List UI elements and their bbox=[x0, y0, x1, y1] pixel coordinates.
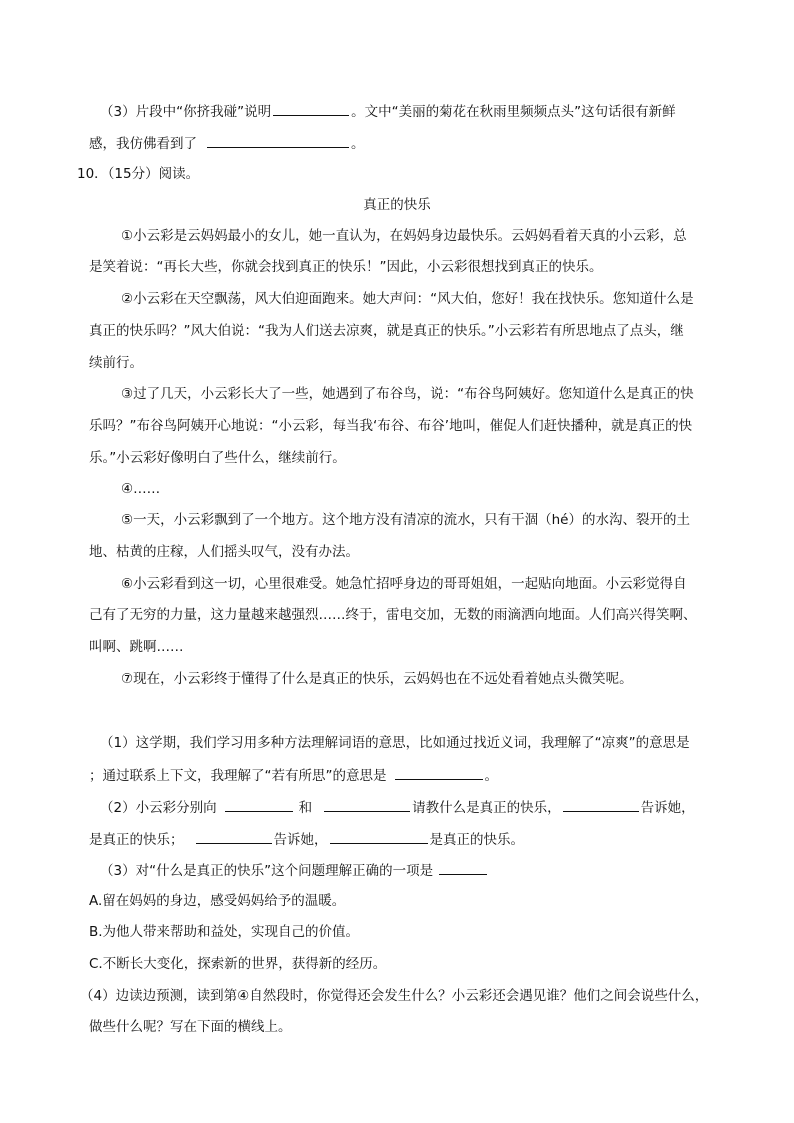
passage-line: 地、枯黄的庄稼，人们摇头叹气，没有办法。 bbox=[89, 544, 359, 560]
passage-line: 续前行。 bbox=[89, 355, 143, 371]
answer-blank[interactable] bbox=[273, 101, 349, 116]
subquestion-3 bbox=[100, 860, 489, 880]
q9-part3-text-d: 。 bbox=[351, 136, 365, 152]
subquestion-2-text: 是真正的快乐； bbox=[89, 832, 184, 848]
subquestion-4-line2: 做些什么呢？写在下面的横线上。 bbox=[89, 1019, 292, 1035]
answer-blank[interactable] bbox=[196, 829, 272, 844]
option-a[interactable]: A.留在妈妈的身边，感受妈妈给予的温暖。 bbox=[89, 893, 346, 909]
q9-part3-line2 bbox=[89, 133, 365, 153]
subquestion-3-stem: （3）对“什么是真正的快乐”这个问题理解正确的一项是 bbox=[100, 863, 434, 879]
passage-line: ⑤一天，小云彩飘到了一个地方。这个地方没有清凉的流水，只有干涸（hé）的水沟、裂开的土 bbox=[121, 512, 690, 528]
answer-blank[interactable] bbox=[563, 797, 639, 812]
passage-line: ①小云彩是云妈妈最小的女儿，她一直认为，在妈妈身边最快乐。云妈妈看着天真的小云彩，总 bbox=[121, 228, 687, 244]
subquestion-2-text: 告诉她， bbox=[640, 800, 695, 816]
option-c[interactable]: C.不断长大变化，探索新的世界，获得新的经历。 bbox=[89, 956, 387, 972]
answer-blank[interactable] bbox=[330, 829, 428, 844]
subquestion-4: （4）边读边预测，读到第④自然段时，你觉得还会发生什么？小云彩还会遇见谁？他们之间会说些什么， bbox=[80, 988, 709, 1004]
passage-line: 真正的快乐吗？”风大伯说：“我为人们送去凉爽，就是真正的快乐。”小云彩若有所思地点了点头，继 bbox=[89, 323, 684, 339]
q9-part3-text-a: （3）片段中“你挤我碰”说明 bbox=[100, 104, 272, 120]
answer-blank[interactable] bbox=[395, 765, 483, 780]
answer-blank[interactable] bbox=[439, 860, 487, 875]
answer-blank[interactable] bbox=[225, 797, 293, 812]
subquestion-2-text: 是真正的快乐。 bbox=[429, 832, 524, 848]
passage-line: ②小云彩在天空飘荡，风大伯迎面跑来。她大声问：“风大伯，您好！我在找快乐。您知道什么是 bbox=[121, 291, 694, 307]
subquestion-2-line2 bbox=[89, 829, 524, 849]
answer-blank[interactable] bbox=[324, 797, 410, 812]
q9-part3-line1 bbox=[100, 101, 676, 121]
passage-line: 己有了无穷的力量，这力量越来越强烈……终于，雷电交加，无数的雨滴洒向地面。人们高兴得笑啊、 bbox=[89, 607, 697, 623]
subquestion-1-text: ；通过联系上下文，我理解了“若有所思”的意思是 bbox=[89, 768, 387, 784]
passage-line: ④…… bbox=[121, 481, 161, 497]
passage-line: 乐。”小云彩好像明白了些什么，继续前行。 bbox=[89, 450, 346, 466]
subquestion-2-text: （2）小云彩分别向 bbox=[100, 800, 217, 816]
subquestion-1: （1）这学期，我们学习用多种方法理解词语的意思，比如通过找近义词，我理解了“凉爽”的意思是 bbox=[100, 735, 690, 751]
q9-part3-text-c: 感，我仿佛看到了 bbox=[89, 136, 197, 152]
subquestion-1-line2 bbox=[89, 765, 498, 785]
question-header: 10．（15分）阅读。 bbox=[77, 166, 200, 182]
passage-line: 是笑着说：“再长大些，你就会找到真正的快乐！”因此，小云彩很想找到真正的快乐。 bbox=[89, 259, 603, 275]
subquestion-2 bbox=[100, 797, 695, 817]
subquestion-2-text: 请教什么是真正的快乐， bbox=[412, 800, 561, 816]
passage-line: 叫啊、跳啊…… bbox=[89, 639, 184, 655]
passage-title: 真正的快乐 bbox=[363, 197, 431, 213]
q9-part3-text-b: 。文中“美丽的菊花在秋雨里频频点头”这句话很有新鲜 bbox=[351, 104, 676, 120]
passage-line: ⑥小云彩看到这一切，心里很难受。她急忙招呼身边的哥哥姐姐，一起贴向地面。小云彩觉得自 bbox=[121, 576, 687, 592]
subquestion-2-text: 和 bbox=[298, 800, 313, 816]
option-b[interactable]: B.为他人带来帮助和益处，实现自己的价值。 bbox=[89, 924, 360, 940]
subquestion-2-text: 告诉她， bbox=[273, 832, 328, 848]
answer-blank[interactable] bbox=[207, 133, 349, 148]
passage-line: ⑦现在，小云彩终于懂得了什么是真正的快乐，云妈妈也在不远处看着她点头微笑呢。 bbox=[121, 671, 633, 687]
subquestion-1-end: 。 bbox=[484, 768, 498, 784]
passage-line: ③过了几天，小云彩长大了一些，她遇到了布谷鸟，说：“布谷鸟阿姨好。您知道什么是真正的快 bbox=[121, 386, 694, 402]
passage-line: 乐吗？”布谷鸟阿姨开心地说：“小云彩，每当我‘布谷、布谷’地叫，催促人们赶快播种，就是真正的快 bbox=[89, 418, 693, 434]
